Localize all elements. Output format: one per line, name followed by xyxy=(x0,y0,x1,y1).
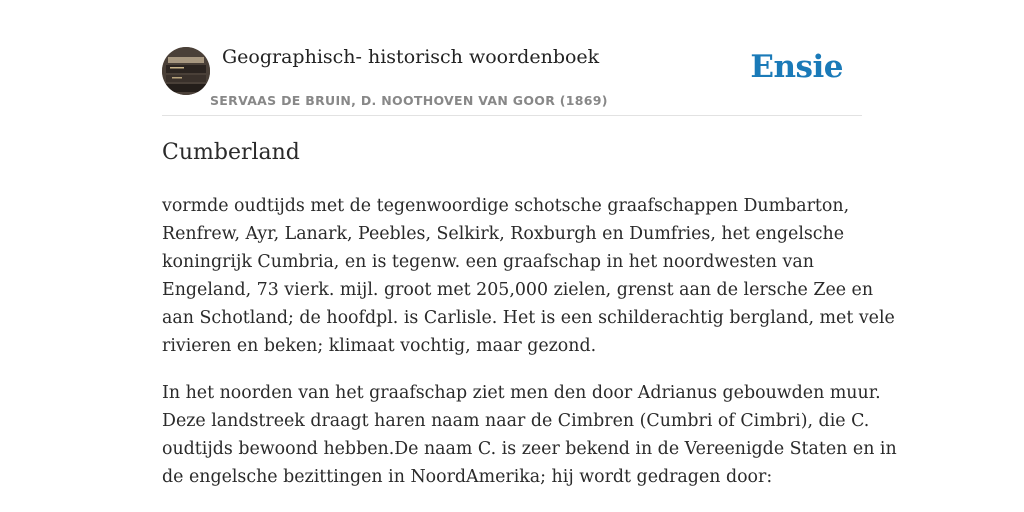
paragraph-line: koningrijk Cumbria, en is tegenw. een graafschap in het noordwesten van xyxy=(162,252,814,272)
ensie-logo-link[interactable]: Ensie xyxy=(750,49,843,85)
paragraph-line: vormde oudtijds met de tegenwoordige schotsche graafschappen Dumbarton, xyxy=(162,196,850,216)
paragraph-line: aan Schotland; de hoofdpl. is Carlisle. Het is een schilderachtig bergland, met vele xyxy=(162,308,895,328)
paragraph-line: Engeland, 73 vierk. mijl. groot met 205,000 zielen, grenst aan de lersche Zee en xyxy=(162,280,874,300)
book-header xyxy=(162,40,862,116)
paragraph-line: Renfrew, Ayr, Lanark, Peebles, Selkirk, Roxburgh en Dumfries, het engelsche xyxy=(162,224,845,244)
entry-body xyxy=(162,192,897,510)
paragraph-line: oudtijds bewoond hebben.De naam C. is zeer bekend in de Vereenigde Staten en in xyxy=(162,439,897,459)
entry-paragraph xyxy=(162,192,895,360)
entry-paragraph xyxy=(162,379,897,491)
paragraph-line: In het noorden van het graafschap ziet men den door Adrianus gebouwden muur. xyxy=(162,383,881,403)
entry-title: Cumberland xyxy=(162,140,300,165)
book-cover-thumbnail[interactable] xyxy=(162,47,210,95)
paragraph-line: de engelsche bezittingen in NoordAmerika; hij wordt gedragen door: xyxy=(162,467,773,487)
paragraph-line: rivieren en beken; klimaat vochtig, maar gezond. xyxy=(162,336,597,356)
paragraph-line: Deze landstreek draagt haren naam naar de Cimbren (Cumbri of Cimbri), die C. xyxy=(162,411,870,431)
book-cover-image xyxy=(162,47,210,95)
book-title[interactable]: Geographisch- historisch woordenboek xyxy=(222,46,600,68)
book-author: SERVAAS DE BRUIN, D. NOOTHOVEN VAN GOOR (1869) xyxy=(210,93,608,108)
